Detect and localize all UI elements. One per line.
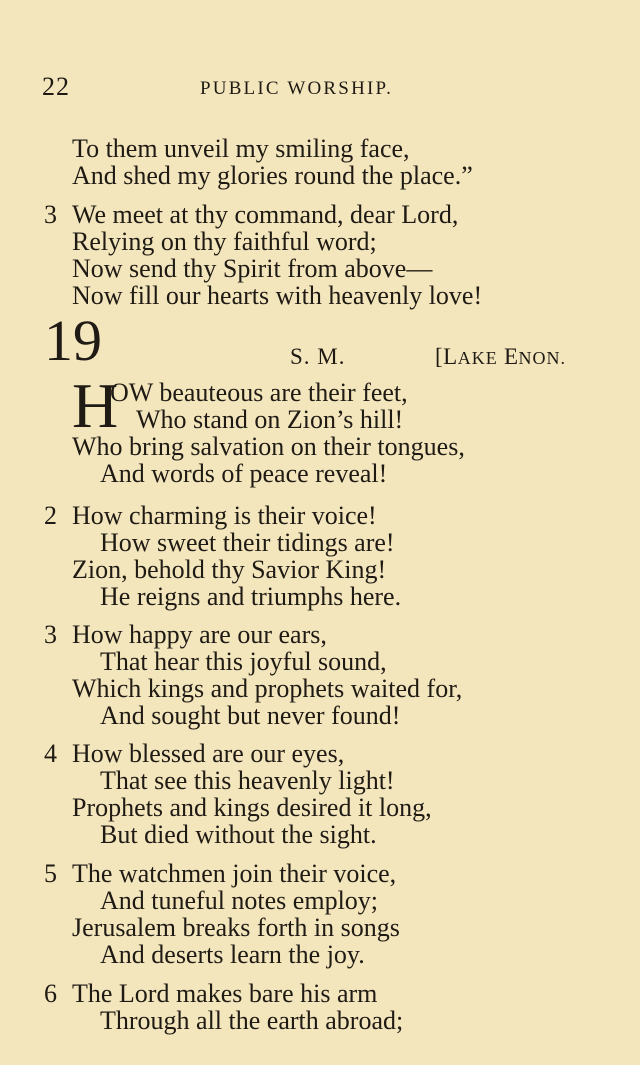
hymn-meter: S. M.	[290, 344, 346, 369]
verse-number: 4	[44, 739, 57, 768]
verse-line: OW beauteous are their feet,	[110, 378, 408, 407]
running-head: PUBLIC WORSHIP.	[200, 78, 394, 99]
verse-line: That see this heavenly light!	[100, 766, 395, 795]
verse-line: Who bring salvation on their tongues,	[72, 432, 465, 461]
verse-line: Jerusalem breaks forth in songs	[72, 913, 400, 942]
verse-line: Prophets and kings desired it long,	[72, 793, 432, 822]
page-number: 22	[42, 72, 70, 101]
verse-line: And deserts learn the joy.	[100, 940, 365, 969]
verse-line: Relying on thy faithful word;	[72, 227, 377, 256]
tune-word: NON.	[518, 348, 567, 368]
verse-line: He reigns and triumphs here.	[100, 582, 402, 611]
verse-line: The watchmen join their voice,	[72, 859, 397, 888]
verse-line: How charming is their voice!	[72, 501, 377, 530]
verse-line: Which kings and prophets waited for,	[72, 674, 463, 703]
verse-line: We meet at thy command, dear Lord,	[72, 200, 459, 229]
verse-line: Now fill our hearts with heavenly love!	[72, 281, 483, 310]
verse-line: How sweet their tidings are!	[100, 528, 395, 557]
verse-number: 2	[44, 501, 57, 530]
verse-line: And words of peace reveal!	[100, 459, 388, 488]
tune-name	[435, 344, 566, 370]
verse-line: That hear this joyful sound,	[100, 647, 387, 676]
prev-hymn-line: To them unveil my smiling face,	[72, 134, 410, 163]
verse-line: And sought but never found!	[100, 701, 401, 730]
drop-cap: H	[72, 370, 119, 441]
tune-initial: E	[503, 344, 519, 369]
tune-bracket: [	[435, 344, 444, 369]
verse-line: Through all the earth abroad;	[100, 1006, 404, 1035]
verse-line: How blessed are our eyes,	[72, 739, 345, 768]
verse-number: 6	[44, 979, 57, 1008]
verse-number: 3	[44, 200, 57, 229]
verse-number: 5	[44, 859, 57, 888]
prev-hymn-line: And shed my glories round the place.”	[72, 161, 473, 190]
verse-line: How happy are our ears,	[72, 620, 327, 649]
verse-line: The Lord makes bare his arm	[72, 979, 378, 1008]
tune-word: AKE	[457, 348, 498, 368]
verse-line: Who stand on Zion’s hill!	[136, 405, 404, 434]
hymn-number: 19	[44, 308, 102, 373]
verse-line: Now send thy Spirit from above—	[72, 254, 433, 283]
verse-line: But died without the sight.	[100, 820, 377, 849]
tune-initial: L	[443, 344, 458, 369]
verse-line: And tuneful notes employ;	[100, 886, 379, 915]
verse-line: Zion, behold thy Savior King!	[72, 555, 387, 584]
verse-number: 3	[44, 620, 57, 649]
